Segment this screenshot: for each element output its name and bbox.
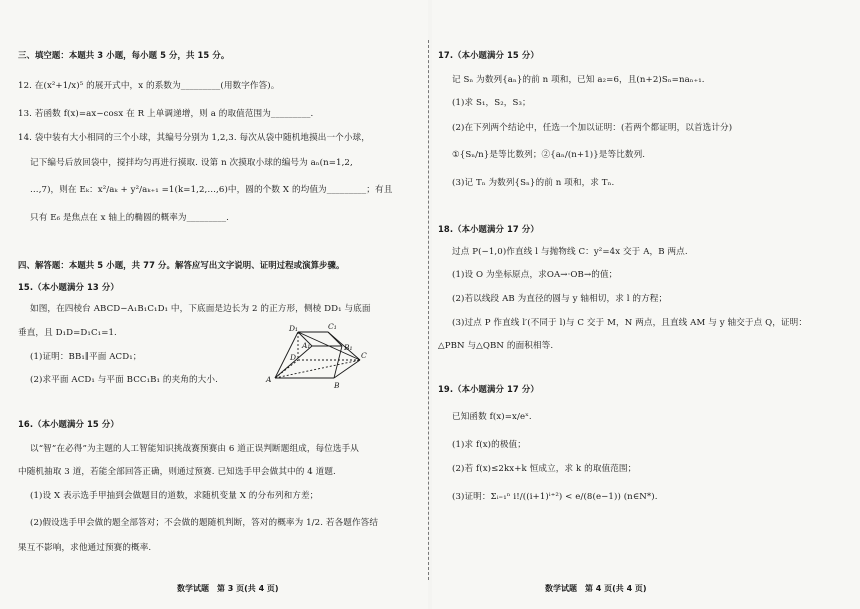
question-16-title: 16.（本小题满分 15 分） <box>18 419 119 429</box>
question-17-title: 17.（本小题满分 15 分） <box>438 50 539 60</box>
question-17-part-2: (2)在下列两个结论中，任选一个加以证明：(若两个都证明，以首选计分) <box>452 123 733 133</box>
figure-label-c: C <box>361 351 367 360</box>
question-19-part-1: (1)求 f(x)的极值； <box>452 440 526 450</box>
question-18-part-3: (3)过点 P 作直线 l′(不同于 l)与 C 交于 M，N 两点，且直线 AM 与 y 轴交于点 Q，证明： <box>452 318 808 328</box>
question-18-part-1: (1)设 O 为坐标原点，求OA→·OB→的值； <box>452 270 618 280</box>
question-18-part-2: (2)若以线段 AB 为直径的圆与 y 轴相切，求 l 的方程； <box>452 294 668 304</box>
question-16-part-1: (1)设 X 表示选手甲抽到会做题目的道数，求随机变量 X 的分布列和方差； <box>30 491 319 501</box>
figure-label-b1: B₁ <box>344 343 353 352</box>
question-19-part-3: (3)证明：Σᵢ₌₁ⁿ i!/((i+1)ⁱ⁺²) < e/(8(e−1)) (n∈N*). <box>452 492 658 502</box>
figure-label-c1: C₁ <box>328 322 337 331</box>
question-17-part-3: (3)记 Tₙ 为数列{Sₙ}的前 n 项和，求 Tₙ. <box>452 178 615 188</box>
section-fill-in-heading: 三、填空题：本题共 3 小题，每小题 5 分，共 15 分。 <box>18 50 230 60</box>
question-19-part-2: (2)若 f(x)≤2kx+k 恒成立，求 k 的取值范围； <box>452 464 637 474</box>
frustum-figure <box>262 316 366 394</box>
question-15-part-2: (2)求平面 ACD₁ 与平面 BCC₁B₁ 的夹角的大小. <box>30 375 218 385</box>
figure-label-d: D <box>290 353 297 362</box>
question-16-line-1: 以“智”在必得”为主题的人工智能知识挑战赛预赛由 6 道正误判断题组成，每位选手从 <box>30 444 359 454</box>
question-18-line-1: 过点 P(−1,0)作直线 l 与抛物线 C：y²=4x 交于 A，B 两点. <box>452 247 688 257</box>
question-19-line-1: 已知函数 f(x)=x/eˣ. <box>452 412 532 422</box>
left-page <box>0 0 428 609</box>
right-page <box>432 0 860 609</box>
figure-label-b: B <box>334 381 340 390</box>
page-divider <box>428 40 430 580</box>
question-16-line-2: 中随机抽取 3 道，若能全部回答正确，则通过预赛. 已知选手甲会做其中的 4 道题. <box>18 467 336 477</box>
question-19-title: 19.（本小题满分 17 分） <box>438 384 539 394</box>
question-14-line-4: 只有 E₆ 是焦点在 x 轴上的椭圆的概率为_________. <box>30 213 230 223</box>
section-solution-heading: 四、解答题：本题共 5 小题，共 77 分。解答应写出文字说明、证明过程或演算步骤。 <box>18 260 345 270</box>
question-17-line-1: 记 Sₙ 为数列{aₙ}的前 n 项和，已知 a₂=6，且(n+2)Sₙ=naₙ₊₁. <box>452 75 705 85</box>
question-18-title: 18.（本小题满分 17 分） <box>438 224 539 234</box>
question-18-line-end: △PBN 与△QBN 的面积相等. <box>438 341 554 351</box>
question-17-part-1: (1)求 S₁，S₂，S₃； <box>452 98 531 108</box>
figure-label-d1: D₁ <box>289 324 299 333</box>
left-page-footer: 数学试题 第 3 页(共 4 页) <box>177 584 279 593</box>
question-13: 13. 若函数 f(x)=ax−cosx 在 R 上单调递增，则 a 的取值范围为_________. <box>18 109 314 119</box>
question-14-line-3: …,7)，则在 Eₖ：x²/aₖ + y²/aₖ₊₁ =1(k=1,2,…,6)中，圆的个数 X 的均值为_________；有且 <box>30 185 393 195</box>
question-15-title: 15.（本小题满分 13 分） <box>18 282 119 292</box>
question-15-line-1: 如图，在四棱台 ABCD−A₁B₁C₁D₁ 中，下底面是边长为 2 的正方形，侧棱 DD₁ 与底面 <box>30 304 371 314</box>
question-12: 12. 在(x²+1/x)⁵ 的展开式中，x 的系数为_________(用数字作答)。 <box>18 81 280 91</box>
question-14-line-2: 记下编号后放回袋中，搅拌均匀再进行摸取. 设第 n 次摸取小球的编号为 aₙ(n=1,2, <box>30 158 353 168</box>
right-page-footer: 数学试题 第 4 页(共 4 页) <box>545 584 647 593</box>
figure-label-a1: A₁ <box>302 341 311 350</box>
question-15-line-2: 垂直，且 D₁D=D₁C₁=1. <box>18 328 117 338</box>
question-15-part-1: (1)证明：BB₁∥平面 ACD₁； <box>30 352 142 362</box>
question-16-line-end: 果互不影响，求他通过预赛的概率. <box>18 543 152 553</box>
question-17-options: ①{Sₙ/n}是等比数列；②{aₙ/(n+1)}是等比数列. <box>452 150 646 160</box>
figure-label-a: A <box>266 375 272 384</box>
question-16-part-2: (2)假设选手甲会做的题全部答对；不会做的题随机判断，答对的概率为 1/2. 若各题作答结 <box>30 518 379 528</box>
question-14-line-1: 14. 袋中装有大小相同的三个小球，其编号分别为 1,2,3. 每次从袋中随机地摸出一个小球， <box>18 133 370 143</box>
